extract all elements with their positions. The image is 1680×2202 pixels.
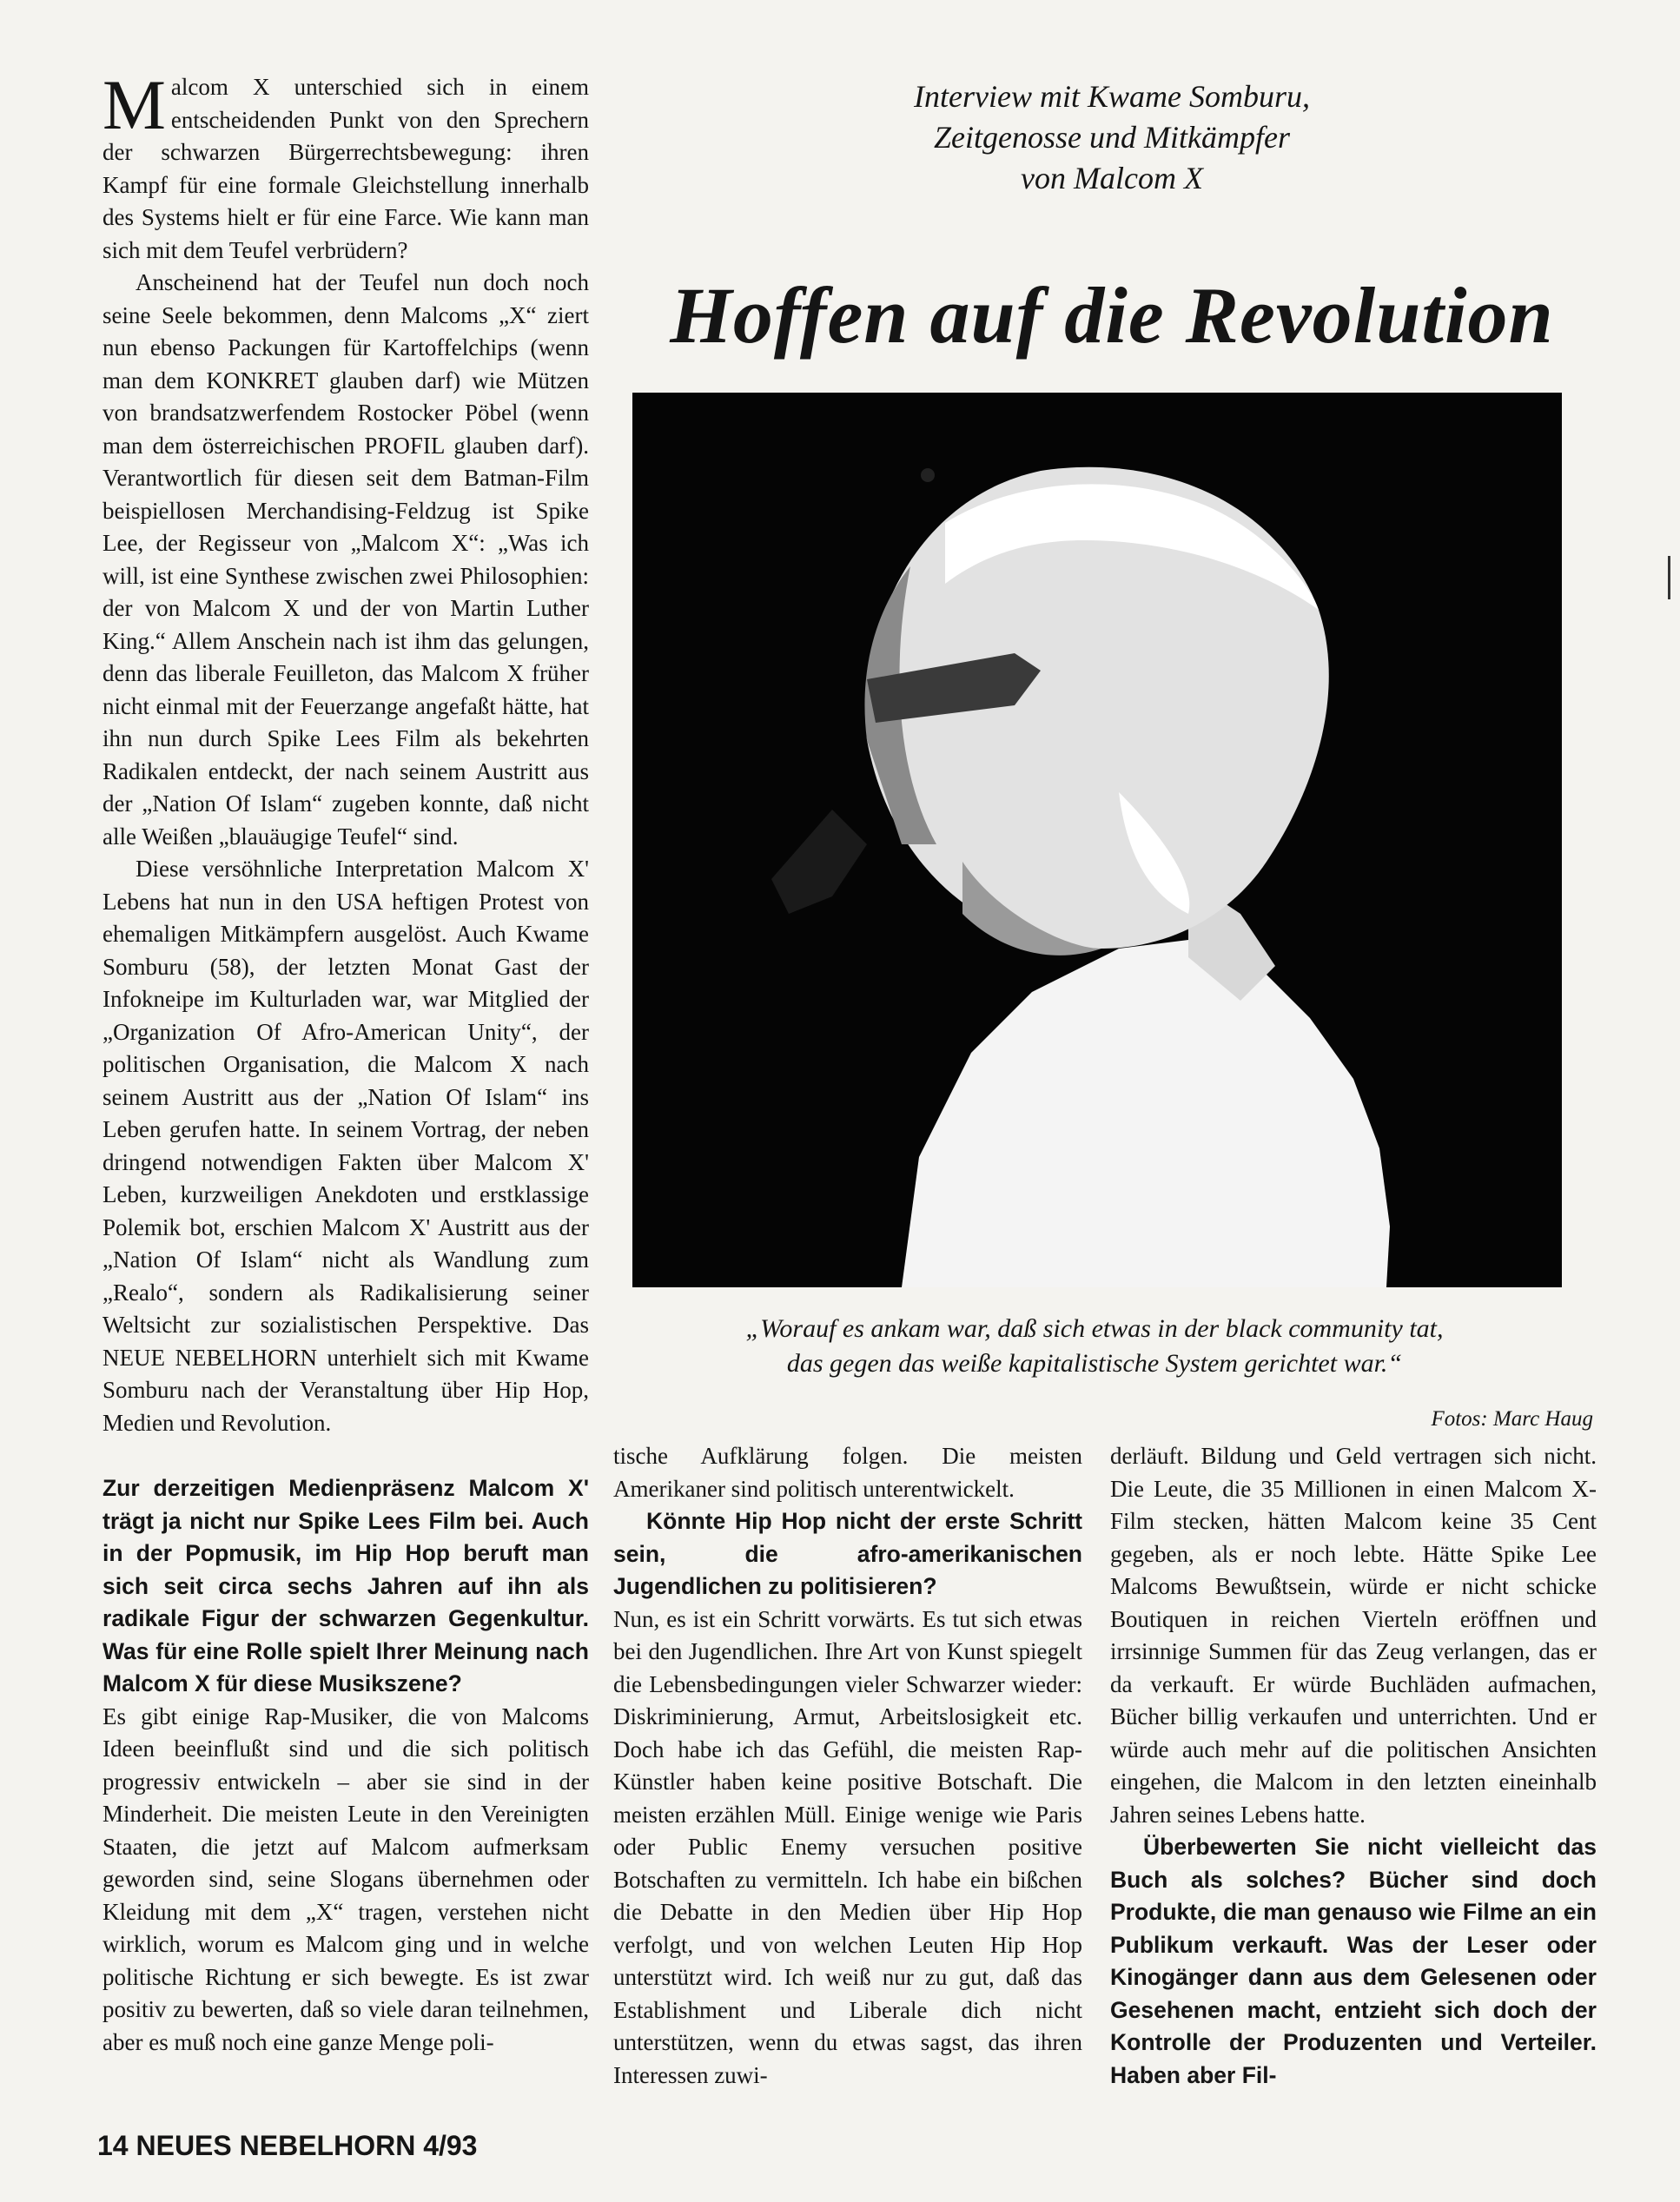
- interview-question: Überbewerten Sie nicht vielleicht das Buch als solches? Bücher sind doch Produkte, die man genauso wie Filme an ein Publikum verkauft. Was der Leser oder Kinogänger dann aus dem Gelesenen oder Gesehenen macht, entzieht sich doch der Kontrolle der Produzenten und Verteiler. Haben aber Fil-: [1110, 1834, 1597, 2088]
- column-left: [103, 65, 589, 2059]
- photo-credit: Fotos: Marc Haug: [1431, 1407, 1593, 1431]
- column-middle: [613, 1440, 1082, 2092]
- interview-question: Könnte Hip Hop nicht der erste Schritt sein, die afro-amerikanischen Jugendlichen zu politisieren?: [613, 1508, 1082, 1599]
- interview-answer: derläuft. Bildung und Geld vertragen sich nicht. Die Leute, die 35 Millionen in einen Malcom X-Film stecken, hätten Malcom keine 35 Cent gegeben, als er noch lebte. Hätte Spike Lee Malcoms Bewußtsein, würde er nicht schicke Boutiquen in reichen Vierteln eröffnen und irrsinnige Summen für das Zeug verlangen, das er da verkauft. Er würde Buchläden aufmachen, Bücher billig verkaufen und unterrichten. Und er würde auch mehr auf die politischen Ansichten eingehen, die Malcom in den letzten eineinhalb Jahren seines Lebens hatte.: [1110, 1443, 1597, 1828]
- interview-answer: Nun, es ist ein Schritt vorwärts. Es tut sich etwas bei den Jugendlichen. Ihre Art von Kunst spiegelt die Lebensbedingungen vieler Schwarzer wieder: Diskriminierung, Armut, Arbeitslosigkeit etc. Doch habe ich das Gefühl, die meisten Rap-Künstler haben keine positive Botschaft. Die meisten erzählen Müll. Einige wenige wie Paris oder Public Enemy versuchen positive Botschaften zu vermitteln. Ich habe ein bißchen die Debatte in den Medien über Hip Hop verfolgt, und von welchen Leuten Hip Hop unterstützt wird. Ich weiß nur zu gut, daß das Establishment und Liberale dich nicht unterstützen, wenn du etwas sagst, das ihren Interessen zuwi-: [613, 1605, 1082, 2088]
- interview-answer: tische Aufklärung folgen. Die meisten Amerikaner sind politisch unterentwickelt.: [613, 1443, 1082, 1502]
- margin-mark: [1668, 556, 1670, 599]
- article-headline: Hoffen auf die Revolution: [670, 271, 1554, 360]
- article-subtitle: Interview mit Kwame Somburu, Zeitgenosse und Mitkämpfer von Malcom X: [914, 79, 1310, 195]
- body-paragraph: Anscheinend hat der Teufel nun doch noch seine Seele bekommen, denn Malcoms „X“ ziert nun ebenso Packungen für Kartoffelchips (wenn man dem KONKRET glauben darf) wie Mützen von brandsatzwerfendem Rostocker Pöbel (wenn man dem österreichischen PROFIL glauben darf). Verantwortlich für diesen seit dem Batman-Film beispiellosen Merchandising-Feldzug ist Spike Lee, der Regisseur von „Malcom X“: „Was ich will, ist eine Synthese zwischen zwei Philosophien: der von Malcom X und der von Martin Luther King.“ Allem Anschein nach ist ihm das gelungen, denn das liberale Feuilleton, das Malcom X früher nicht einmal mit der Feuerzange angefaßt hätte, hat ihn nun durch Spike Lees Film als bekehrten Radikalen entdeckt, der nach seinem Austritt aus der „Nation Of Islam“ zugeben konnte, daß nicht alle Weißen „blauäugige Teufel“ sind.: [103, 269, 589, 850]
- portrait-illustration: [632, 393, 1562, 1287]
- drop-cap: M: [103, 65, 166, 144]
- page-footer: 14 NEUES NEBELHORN 4/93: [97, 2130, 478, 2161]
- body-paragraph: Diese versöhnliche Interpretation Malcom X' Lebens hat nun in den USA heftigen Protest von ehemaligen Mitkämpfern ausgelöst. Auch Kwame Somburu (58), der letzten Monat Gast der Infokneipe im Kulturladen war, war Mitglied der „Organization Of Afro-American Unity“, der politischen Organisation, die Malcom X nach seinem Austritt aus der „Nation Of Islam“ ins Leben gerufen hatte. In seinem Vortrag, der neben dringend notwendigen Fakten über Malcom X' Leben, kurzweiligen Anekdoten und erstklassige Polemik bot, erschien Malcom X' Austritt aus der „Nation Of Islam“ nicht als Wandlung zum „Realo“, sondern als Radikalisierung seiner Weltsicht zur sozialistischen Perspektive. Das NEUE NEBELHORN unterhielt sich mit Kwame Somburu nach der Veranstaltung über Hip Hop, Medien und Revolution.: [103, 856, 589, 1436]
- photo-caption: „Worauf es ankam war, daß sich etwas in der black community tat, das gegen das weiße kapitalistische System gerichtet war.“: [745, 1314, 1444, 1378]
- intro-paragraph: Malcom X unterschied sich in einem entscheidenden Punkt von den Sprechern der schwarzen Bürgerrechtsbewegung: ihren Kampf für eine formale Gleichstellung innerhalb des Systems hielt er für eine Farce. Wie kann man sich mit dem Teufel verbrüdern?: [103, 65, 589, 263]
- column-right: [1110, 1440, 1597, 2092]
- interview-question: Zur derzeitigen Medienpräsenz Malcom X' trägt ja nicht nur Spike Lees Film bei. Auch in der Popmusik, im Hip Hop beruft man sich seit circa sechs Jahren auf ihn als radikale Figur der schwarzen Gegenkultur. Was für eine Rolle spielt Ihrer Meinung nach Malcom X für diese Musikszene?: [103, 1475, 589, 1696]
- portrait-photo: [632, 393, 1562, 1287]
- interview-answer: Es gibt einige Rap-Musiker, die von Malcoms Ideen beeinflußt sind und die sich politisch progressiv entwickeln – aber sie sind in der Minderheit. Die meisten Leute in den Vereinigten Staaten, die jetzt auf Malcom aufmerksam geworden sind, seine Slogans übernehmen oder Kleidung mit dem „X“ tragen, verstehen nicht wirklich, worum es Malcom ging und in welche politische Richtung er sich bewegte. Es ist zwar positiv zu bewerten, daß so viele daran teilnehmen, aber es muß noch eine ganze Menge poli-: [103, 1703, 589, 2055]
